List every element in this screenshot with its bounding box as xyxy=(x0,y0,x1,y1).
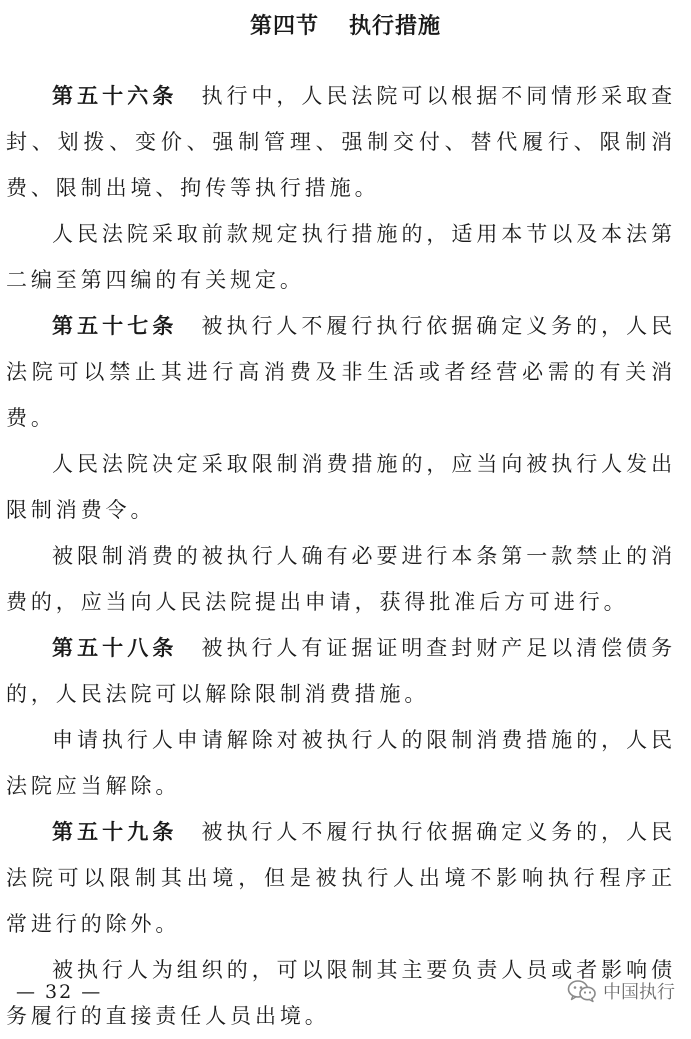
paragraph-text: 被执行人不履行执行依据确定义务的，人民法院可以限制其出境，但是被执行人出境不影响执行程序正常进行的除外。 xyxy=(6,820,677,936)
watermark-label: 中国执行 xyxy=(603,982,675,1003)
paragraph-text: 申请执行人申请解除对被执行人的限制消费措施的，人民法院应当解除。 xyxy=(6,728,676,798)
paragraph-text: 人民法院采取前款规定执行措施的，适用本节以及本法第二编至第四编的有关规定。 xyxy=(6,222,676,292)
paragraph xyxy=(6,441,676,533)
paragraph xyxy=(6,717,676,809)
paragraph-article-58 xyxy=(6,625,676,717)
paragraph-article-57 xyxy=(6,303,676,441)
page-footer xyxy=(0,975,691,1009)
article-number: 第五十八条 xyxy=(52,635,178,660)
section-number: 第四节 xyxy=(249,13,319,39)
paragraph-text: 人民法院决定采取限制消费措施的，应当向被执行人发出限制消费令。 xyxy=(6,452,676,522)
article-number: 第五十六条 xyxy=(52,83,178,108)
section-title xyxy=(0,10,691,42)
paragraph xyxy=(6,533,676,625)
page-number: — 32 — xyxy=(16,981,103,1003)
paragraph-text: 被执行人有证据证明查封财产足以清偿债务的，人民法院可以解除限制消费措施。 xyxy=(6,636,677,706)
paragraph-text: 执行中，人民法院可以根据不同情形采取查封、划拨、变价、强制管理、强制交付、替代履行、限制消费、限制出境、拘传等执行措施。 xyxy=(6,84,677,200)
paragraph-text: 被限制消费的被执行人确有必要进行本条第一款禁止的消费的，应当向人民法院提出申请，获得批准后方可进行。 xyxy=(6,544,676,614)
paragraph-text: 被执行人为组织的，可以限制其主要负责人员或者影响债务履行的直接责任人员出境。 xyxy=(6,958,676,1028)
article-number: 第五十九条 xyxy=(52,819,178,844)
wechat-icon xyxy=(567,979,597,1003)
paragraph-article-56 xyxy=(6,73,676,211)
section-heading: 执行措施 xyxy=(349,13,442,39)
body-text xyxy=(6,73,676,1039)
paragraph-article-59 xyxy=(6,809,676,947)
source-watermark xyxy=(567,977,675,1005)
paragraph-text: 被执行人不履行执行依据确定义务的，人民法院可以禁止其进行高消费及非生活或者经营必需的有关消费。 xyxy=(6,314,677,430)
article-number: 第五十七条 xyxy=(52,313,178,338)
paragraph xyxy=(6,211,676,303)
